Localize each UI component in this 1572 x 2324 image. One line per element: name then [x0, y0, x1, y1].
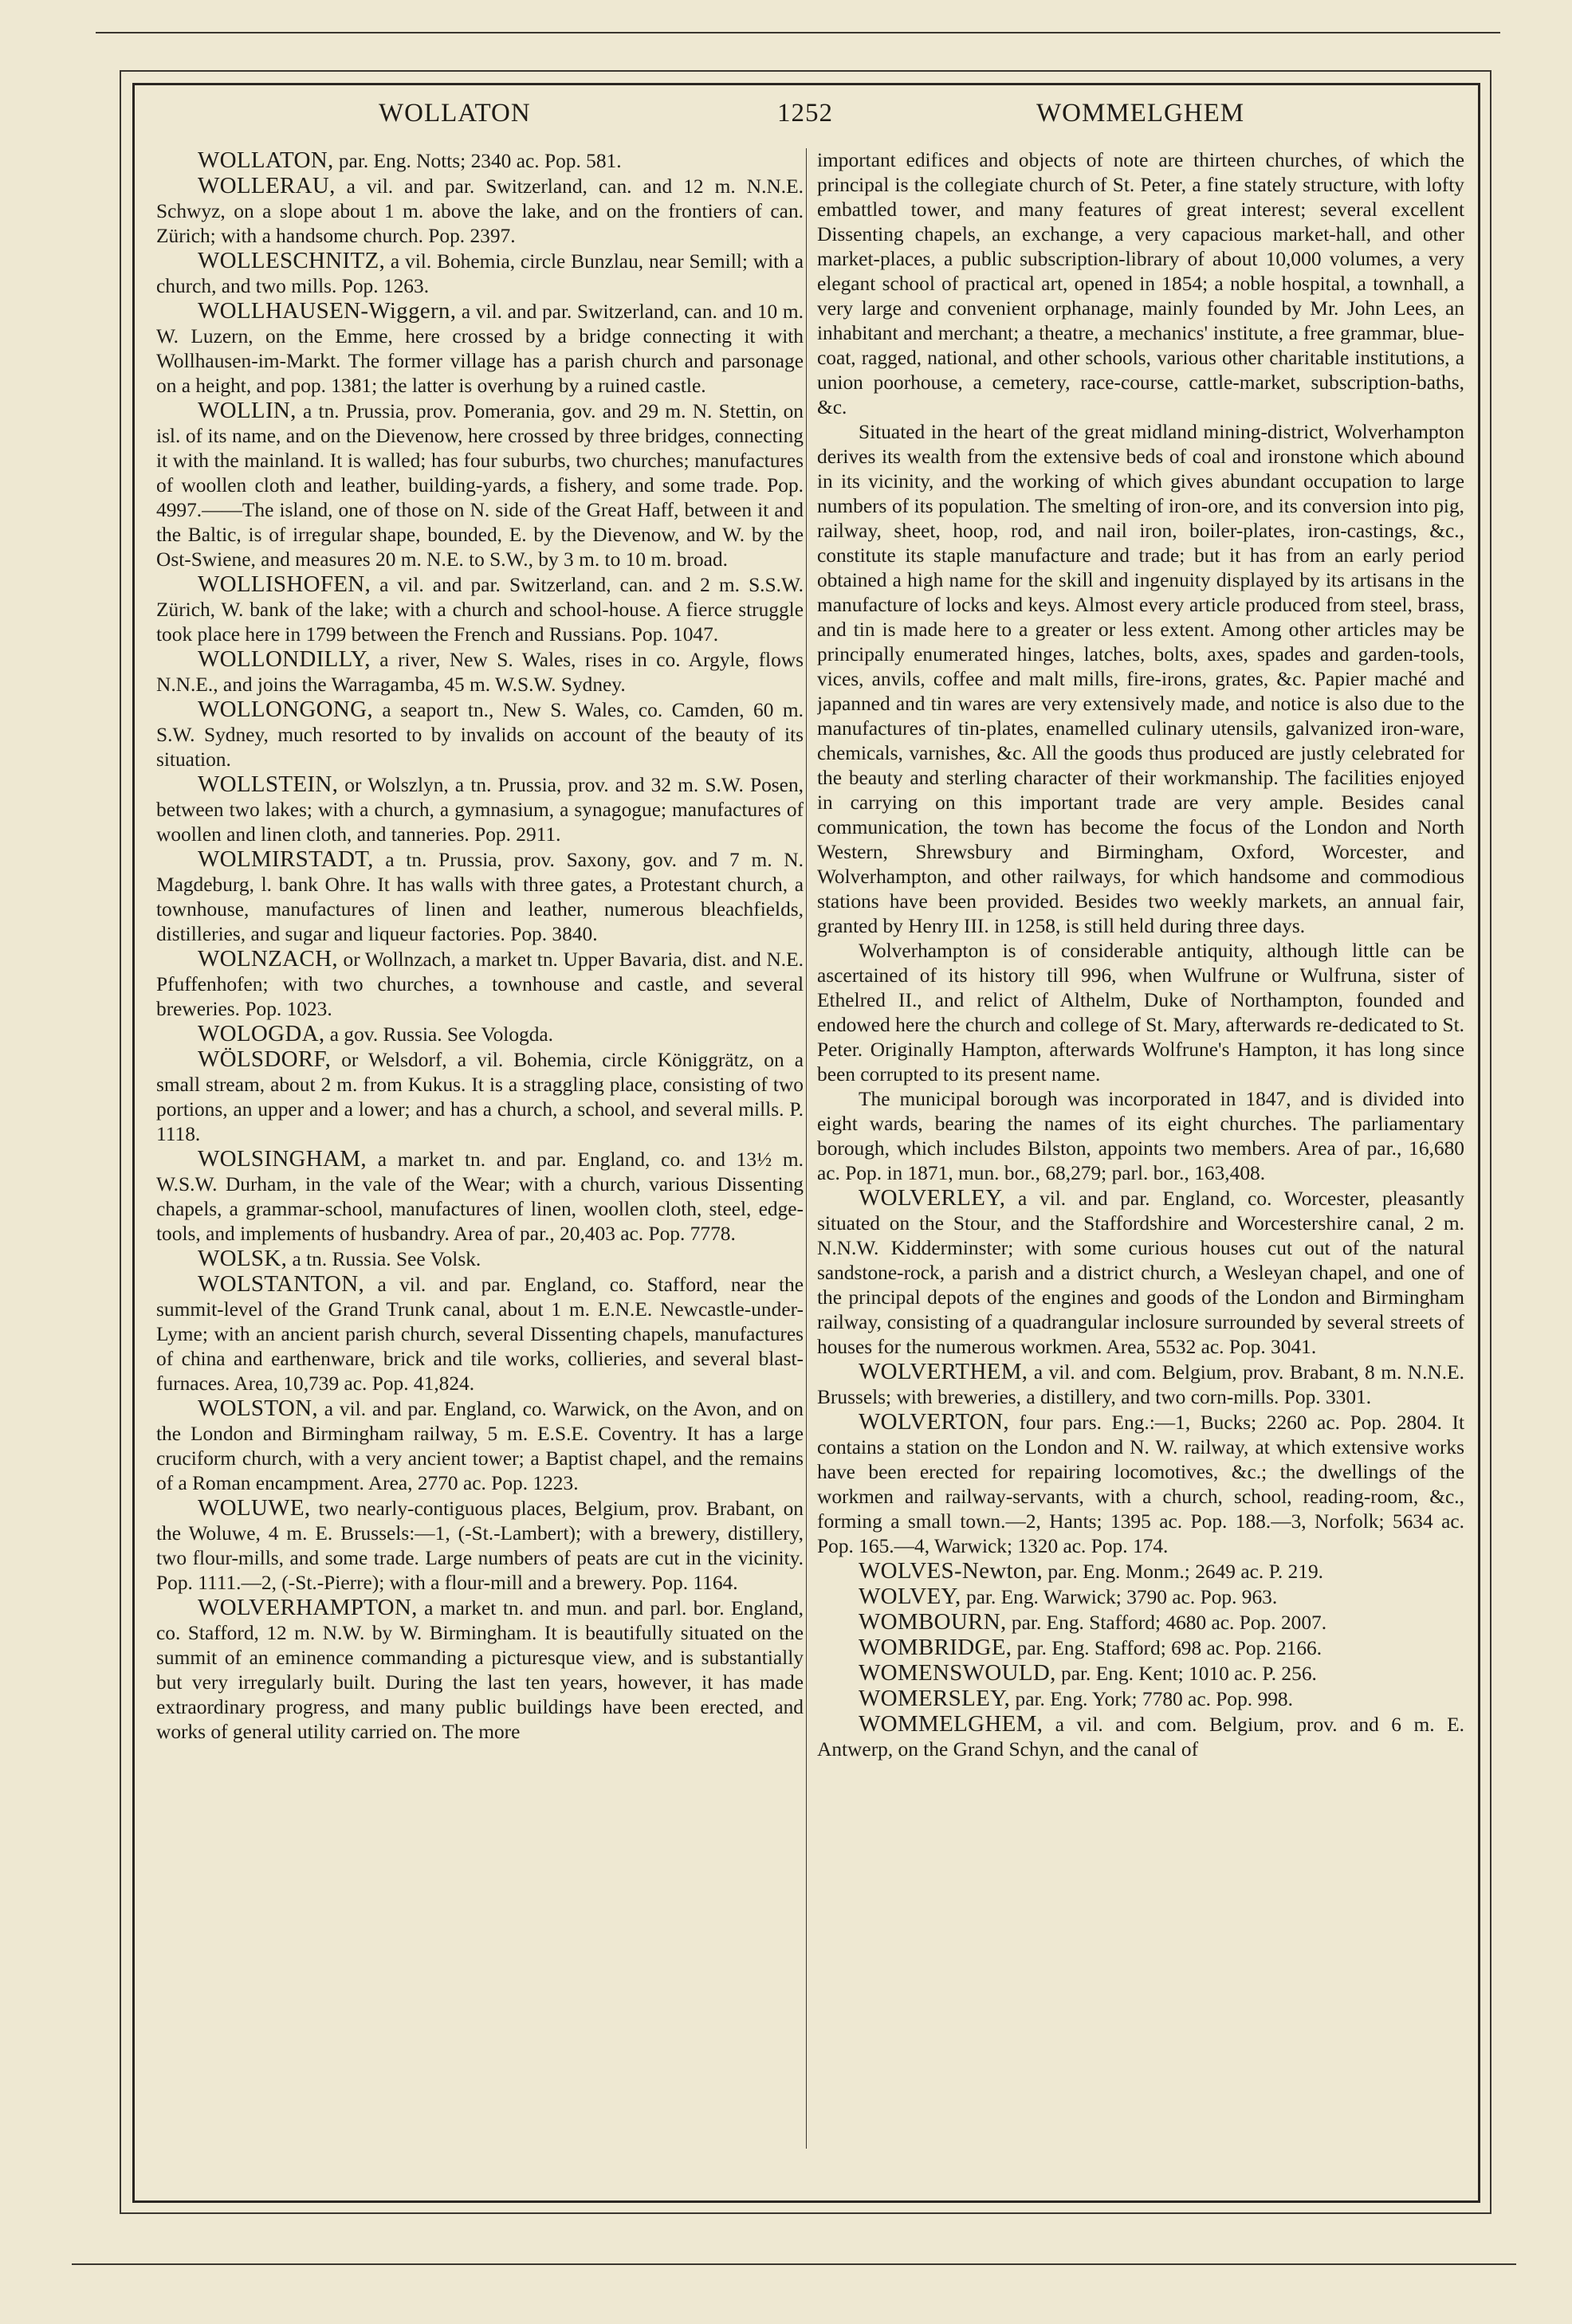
entry-text: or Wolszlyn, a tn. Prussia, prov. and 32 m. S.W. Posen, between two lakes; with a church, a gymnasium, a synagogue; manufactures of woollen and linen cloth, and tanneries. Pop. 2911. [156, 774, 804, 846]
entry-headword: WOMBRIDGE, [859, 1635, 1012, 1660]
entry-headword: WOLSTON, [198, 1396, 318, 1421]
entry-text: a vil. and par. Switzerland, can. and 2 m. S.S.W. Zürich, W. bank of the lake; with a church and school-house. A fierce struggle took place here in 1799 between the French and Russians. Pop. 1047. [156, 574, 804, 646]
entry-text: or Wollnzach, a market tn. Upper Bavaria, dist. and N.E. Pfuffenhofen; with two churches, a townhouse and castle, and several breweries. Pop. 1023. [156, 948, 804, 1020]
entry-headword: WOLVERLEY, [859, 1185, 1006, 1211]
entry-text: a tn. Prussia, prov. Saxony, gov. and 7 m. N. Magdeburg, l. bank Ohre. It has walls with three gates, a Protestant church, a townhouse, manufactures of linen and leather, numerous bleachfields, distilleries, and sugar and liqueur factories. Pop. 3840. [156, 849, 804, 945]
entry-headword: WOLMIRSTADT, [198, 846, 374, 872]
gazetteer-entry [817, 420, 1464, 939]
gazetteer-entry [156, 697, 804, 772]
entry-headword: WOLLHAUSEN-Wiggern, [198, 298, 457, 324]
entry-text: a tn. Prussia, prov. Pomerania, gov. and 29 m. N. Stettin, on isl. of its name, and on the Dievenow, here crossed by three bridges, connecting it with the mainland. It is walled; has four suburbs, two churches; manufactures of woollen cloth and leather, building-yards, a fishery, and some trade. Pop. 4997.——The island, one of those on N. side of the Great Haff, between it and the Baltic, is of irregular shape, bounded, E. by the Dievenow, and W. by the Ost-Swiene, and measures 20 m. N.E. to S.W., by 3 m. to 10 m. broad. [156, 400, 804, 571]
entry-text: two nearly-contiguous places, Belgium, prov. Brabant, on the Woluwe, 4 m. E. Brussels:—1, (-St.-Lambert); with a brewery, distillery, two flour-mills, and some trade. Large numbers of peats are cut in the vicinity. Pop. 1111.—2, (-St.-Pierre); with a flour-mill and a brewery. Pop. 1164. [156, 1498, 804, 1594]
gazetteer-entry [156, 1496, 804, 1596]
entry-text: par. Eng. Monm.; 2649 ac. P. 219. [1043, 1560, 1323, 1583]
gazetteer-entry [817, 1186, 1464, 1360]
gazetteer-entry [156, 1396, 804, 1496]
entry-headword: WOLLSTEIN, [198, 771, 339, 797]
gazetteer-entry [817, 1610, 1464, 1635]
entry-headword: WOLSINGHAM, [198, 1146, 367, 1172]
entry-text: par. Eng. Warwick; 3790 ac. Pop. 963. [961, 1586, 1278, 1608]
entry-text: par. Eng. Notts; 2340 ac. Pop. 581. [333, 150, 622, 172]
entry-text: par. Eng. Stafford; 4680 ac. Pop. 2007. [1006, 1611, 1327, 1634]
entry-text: or Welsdorf, a vil. Bohemia, circle Königgrätz, on a small stream, about 2 m. from Kukus. It is a straggling place, consisting of two portions, an upper and a lower; and has a church, a school, and several mills. P. 1118. [156, 1049, 804, 1145]
page-number: 1252 [777, 99, 833, 128]
gazetteer-entry [156, 1047, 804, 1147]
gazetteer-entry [817, 148, 1464, 420]
entry-text: par. Eng. York; 7780 ac. Pop. 998. [1010, 1688, 1293, 1710]
gazetteer-entry [817, 1410, 1464, 1559]
gazetteer-entry [156, 1022, 804, 1047]
entry-headword: WOLVERTON, [859, 1409, 1009, 1435]
gazetteer-entry [156, 947, 804, 1022]
entry-headword: WOLSK, [198, 1246, 288, 1271]
entry-headword: WOLLERAU, [198, 173, 336, 198]
right-column [817, 148, 1464, 2145]
entry-headword: WOLLESCHNITZ, [198, 248, 386, 273]
gazetteer-entry [156, 1246, 804, 1272]
entry-headword: WOLVERTHEM, [859, 1359, 1028, 1384]
entry-headword: WOLLIN, [198, 398, 297, 423]
entry-headword: WOLLONGONG, [198, 697, 373, 722]
entry-text: a tn. Russia. See Volsk. [287, 1248, 481, 1270]
entry-headword: WOLOGDA, [198, 1021, 325, 1046]
entry-headword: WOLLATON, [198, 148, 334, 173]
gazetteer-entry [817, 1584, 1464, 1610]
entry-text: a vil. and com. Belgium, prov. Brabant, 8 m. N.N.E. Brussels; with breweries, a distillery, and two corn-mills. Pop. 3301. [817, 1361, 1464, 1408]
gazetteer-entry [817, 1635, 1464, 1661]
entry-text: Wolverhampton is of considerable antiquity, although little can be ascertained of its history till 996, when Wulfrune or Wulfruna, sister of Ethelred II., and relict of Althelm, Duke of Northampton, founded and endowed here the church and college of St. Mary, afterwards re-dedicated to St. Peter. Originally Hampton, afterwards Wolfrune's Hampton, it has long since been corrupted to its present name. [817, 940, 1464, 1085]
entry-headword: WOLLISHOFEN, [198, 571, 371, 597]
entry-text: a vil. and com. Belgium, prov. and 6 m. E. Antwerp, on the Grand Schyn, and the canal of [817, 1714, 1464, 1761]
entry-headword: WOLVEY, [859, 1584, 961, 1609]
entry-headword: WOMBOURN, [859, 1609, 1007, 1635]
gazetteer-entry [156, 1272, 804, 1396]
entry-text: Situated in the heart of the great midland mining-district, Wolverhampton derives its wealth from the extensive beds of coal and ironstone which abound in its vicinity, and the working of which gives abundant occupation to large numbers of its population. The smelting of iron-ore, and its conversion into pig, railway, sheet, hoop, rod, and nail iron, boiler-plates, iron-castings, &c., constitute its staple manufacture and trade; but it has from an early period obtained a high name for the skill and ingenuity displayed by its artisans in the manufacture of locks and keys. Almost every article produced from steel, brass, and tin is made here to a greater or less extent. Among other articles may be principally enumerated hinges, latches, bolts, axes, spades and garden-tools, vices, anvils, coffee and malt mills, fire-irons, grates, &c. Papier maché and japanned and tin wares are very extensively made, and notice is also due to the manufactures of tin-plates, enamelled culinary utensils, galvanized iron-ware, chemicals, varnishes, &c. All the goods thus produced are justly celebrated for the beauty and sterling character of their workmanship. The facilities enjoyed in carrying on this important trade are very ample. Besides canal communication, the town has become the focus of the London and North Western, Shrewsbury and Birmingham, Oxford, Worcester, and Wolverhampton, and other railways, for which handsome and commodious stations have been provided. Besides two weekly markets, an annual fair, granted by Henry III. in 1258, is still held during three days. [817, 421, 1464, 937]
gazetteer-entry [817, 1360, 1464, 1410]
gazetteer-entry [156, 772, 804, 847]
entry-text: a vil. and par. Switzerland, can. and 10 m. W. Luzern, on the Emme, here crossed by a bridge connecting it with Wollhausen-im-Markt. The former village has a parish church and parsonage on a height, and pop. 1381; the latter is overhung by a ruined castle. [156, 300, 804, 397]
entry-text: a vil. Bohemia, circle Bunzlau, near Semill; with a church, and two mills. Pop. 1263. [156, 250, 804, 297]
entry-text: a vil. and par. England, co. Stafford, near the summit-level of the Grand Trunk canal, about 1 m. E.N.E. Newcastle-under-Lyme; with an ancient parish church, several Dissenting chapels, manufactures of china and earthenware, brick and tile works, collieries, and several blast-furnaces. Area, 10,739 ac. Pop. 41,824. [156, 1274, 804, 1395]
gazetteer-entry [817, 1087, 1464, 1186]
entry-text: a market tn. and mun. and parl. bor. England, co. Stafford, 12 m. N.W. by W. Birmingham. It is beautifully situated on the summit of an eminence commanding a picturesque view, and is substantially but very irregularly built. During the last ten years, however, it has made extraordinary progress, and many public buildings have been erected, and works of general utility carried on. The more [156, 1597, 804, 1743]
entry-text: The municipal borough was incorporated in 1847, and is divided into eight wards, bearing the names of its eight churches. The parliamentary borough, which includes Bilston, appoints two members. Area of par., 16,680 ac. Pop. in 1871, mun. bor., 68,279; parl. bor., 163,408. [817, 1088, 1464, 1184]
entry-text: a vil. and par. Switzerland, can. and 12 m. N.N.E. Schwyz, on a slope about 1 m. above the lake, and on the frontiers of can. Zürich; with a handsome church. Pop. 2397. [156, 175, 804, 247]
gazetteer-entry [156, 647, 804, 697]
entry-headword: WOLVERHAMPTON, [198, 1595, 418, 1620]
entry-headword: WOLNZACH, [198, 946, 338, 972]
top-rule [96, 32, 1500, 33]
entry-headword: WOLUWE, [198, 1495, 311, 1521]
gazetteer-entry [156, 398, 804, 572]
header-left-word: WOLLATON [379, 99, 531, 128]
entry-text: a gov. Russia. See Vologda. [324, 1023, 554, 1046]
gazetteer-entry [817, 939, 1464, 1087]
entry-headword: WÖLSDORF, [198, 1046, 332, 1072]
gazetteer-entry [156, 572, 804, 647]
gazetteer-entry [156, 249, 804, 299]
entry-headword: WOLVES-Newton, [859, 1558, 1043, 1584]
entry-headword: WOMMELGHEM, [859, 1711, 1043, 1737]
entry-text: important edifices and objects of note are thirteen churches, of which the principal is the collegiate church of St. Peter, a fine stately structure, with lofty embattled tower, and many features of great interest; several excellent Dissenting chapels, an exchange, a very capacious market-hall, and other market-places, a public subscription-library of about 10,000 volumes, a very elegant school of practical art, opened in 1854; a noble hospital, a townhall, a very large and convenient orphanage, mainly founded by Mr. John Lees, an inhabitant and merchant; a theatre, a mechanics' institute, a free grammar, blue-coat, ragged, national, and other schools, various other charitable institutions, a union poorhouse, a cemetery, race-course, cattle-market, subscription-baths, &c. [817, 149, 1464, 418]
entry-text: a market tn. and par. England, co. and 13½ m. W.S.W. Durham, in the vale of the Wear; with a church, various Dissenting chapels, a grammar-school, manufactures of linen, woollen cloth, steel, edge-tools, and implements of husbandry. Area of par., 20,403 ac. Pop. 7778. [156, 1148, 804, 1245]
entry-headword: WOLLONDILLY, [198, 646, 371, 672]
gazetteer-entry [817, 1661, 1464, 1686]
column-divider [806, 148, 807, 2149]
gazetteer-entry [817, 1712, 1464, 1762]
header-right-word: WOMMELGHEM [1036, 99, 1245, 128]
gazetteer-entry [817, 1686, 1464, 1712]
gazetteer-entry [156, 1147, 804, 1246]
bottom-rule [72, 2263, 1516, 2265]
entry-text: a seaport tn., New S. Wales, co. Camden, 60 m. S.W. Sydney, much resorted to by invalids on account of the beauty of its situation. [156, 699, 804, 771]
running-header [151, 99, 1459, 143]
gazetteer-entry [156, 148, 804, 174]
entry-headword: WOMENSWOULD, [859, 1660, 1056, 1686]
left-column [156, 148, 804, 2145]
entry-headword: WOLSTANTON, [198, 1271, 365, 1297]
entry-text: par. Eng. Kent; 1010 ac. P. 256. [1055, 1663, 1317, 1685]
entry-text: a vil. and par. England, co. Warwick, on the Avon, and on the London and Birmingham railway, 5 m. E.S.E. Coventry. It has a large cruciform church, with a very ancient tower; a Baptist chapel, and the remains of a Roman encampment. Area, 2770 ac. Pop. 1223. [156, 1398, 804, 1494]
entry-text: four pars. Eng.:—1, Bucks; 2260 ac. Pop. 2804. It contains a station on the London and N. W. railway, at which extensive works have been erected for repairing locomotives, &c.; the dwellings of the workmen and railway-servants, with a church, school, reading-room, &c., forming a small town.—2, Hants; 1395 ac. Pop. 188.—3, Norfolk; 5634 ac. Pop. 165.—4, Warwick; 1320 ac. Pop. 174. [817, 1411, 1464, 1557]
gazetteer-entry [156, 299, 804, 398]
gazetteer-entry [156, 1596, 804, 1745]
gazetteer-entry [156, 174, 804, 249]
gazetteer-entry [817, 1559, 1464, 1584]
entry-text: a vil. and par. England, co. Worcester, pleasantly situated on the Stour, and the Staffordshire and Worcestershire canal, 2 m. N.N.W. Kidderminster; with some curious houses cut out of the natural sandstone-rock, a parish and a district church, a Wesleyan chapel, and one of the principal depots of the engines and goods of the London and Birmingham railway, consisting of a quadrangular inclosure surrounded by several streets of houses for the numerous workmen. Area, 5532 ac. Pop. 3041. [817, 1188, 1464, 1358]
entry-text: par. Eng. Stafford; 698 ac. Pop. 2166. [1012, 1637, 1322, 1659]
gazetteer-entry [156, 847, 804, 947]
entry-text: a river, New S. Wales, rises in co. Argyle, flows N.N.E., and joins the Warragamba, 45 m. W.S.W. Sydney. [156, 649, 804, 696]
entry-headword: WOMERSLEY, [859, 1686, 1011, 1711]
